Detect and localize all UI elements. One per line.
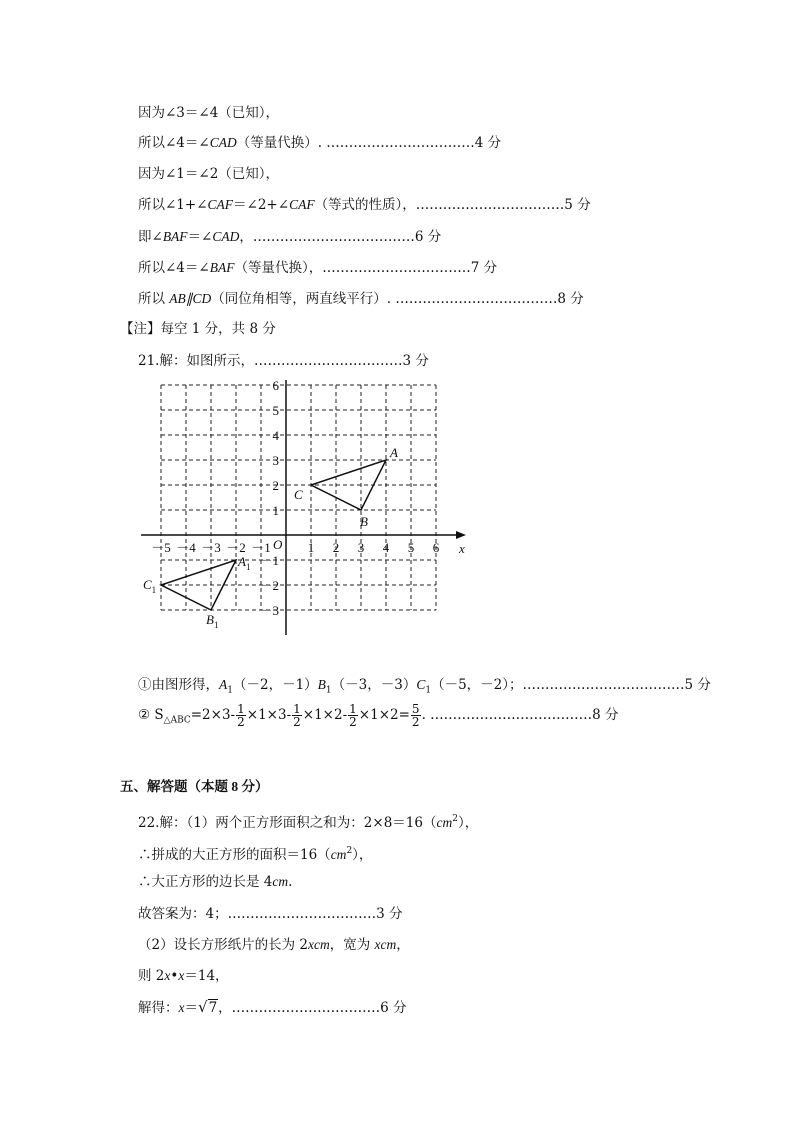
y-tick-label: 1 (272, 503, 279, 518)
origin-label: O (273, 537, 283, 552)
q21-answer-1: ①由图形得，$A_1(-2$，$-1)B_1(-3$，$-3)C_1(-5$，－2）；………………………………5 分 (138, 677, 711, 696)
x-tick-label: －1 (251, 540, 271, 555)
y-tick-label: －2 (259, 578, 279, 593)
label-b: B (360, 514, 368, 529)
x-tick-label: 5 (407, 540, 415, 555)
scoring-note: 【注】每空 1 分，共 8 分 (120, 321, 276, 337)
x-tick-label: 3 (357, 540, 365, 555)
proof-line-7: 所以 AB∥CD（同位角相等，两直线平行）. ………………………………8 分 (138, 291, 584, 307)
q22-line-2: ∴拼成的大正方形的面积$=16(cm^2)$， (138, 846, 373, 863)
x-tick-label: －5 (151, 540, 171, 555)
x-tick-label: 2 (332, 540, 340, 555)
x-axis-label: x (459, 541, 465, 556)
q22-line-7: 解得：x＝√7，……………………………6 分 (138, 998, 407, 1016)
q22-line-1: 22.解：（1）两个正方形面积之和为：$2\times 8=16(cm^2)$， (138, 814, 479, 831)
label-a1: $A_1$ (238, 554, 251, 572)
q22-line-3: ∴大正方形的边长是 4cm. (138, 874, 293, 890)
x-tick-label: －4 (176, 540, 196, 555)
label-c: C (294, 487, 303, 502)
x-tick-label: 6 (432, 540, 440, 555)
y-tick-label: 3 (272, 453, 279, 468)
proof-line-6: 所以∠4＝∠BAF（等量代换），……………………………7 分 (138, 260, 498, 276)
section-5-heading: 五、解答题（本题 8 分） (120, 779, 269, 794)
x-tick-label: －3 (201, 540, 221, 555)
proof-line-4: 所以∠1+∠CAF＝∠2+∠CAF（等式的性质），……………………………5 分 (138, 197, 591, 213)
label-c1: $C_1$ (143, 577, 157, 595)
proof-line-3: 因为∠1＝∠2（已知）， (138, 166, 280, 182)
label-b1: $B_1$ (206, 612, 219, 630)
q22-line-5: （2）设长方形纸片的长为 2xcm，宽为 xcm， (138, 937, 410, 953)
q21-intro: 21.解：如图所示，……………………………3 分 (138, 353, 429, 369)
y-tick-label: 5 (272, 403, 279, 418)
x-axis-arrow (456, 531, 466, 539)
label-a: A (390, 445, 398, 460)
x-tick-label: －2 (226, 540, 246, 555)
y-tick-label: 2 (272, 478, 279, 493)
proof-line-2: 所以∠4＝∠CAD（等量代换）. ……………………………4 分 (138, 135, 502, 151)
x-tick-label: 1 (307, 540, 315, 555)
y-tick-label: －3 (259, 603, 279, 618)
coordinate-graph (130, 380, 470, 665)
q21-answer-2: ② $S_{\triangle ABC}=2\times 3-$ $\frac{1}{2}$ ×1×3- $\frac{1}{2}$ ×1×2- $\frac{1}{2}$ ×1×2= $\frac{5}{2}$ . ………………………………8 分 (138, 702, 619, 729)
proof-line-1: 因为∠3＝∠4（已知）， (138, 105, 280, 121)
tick-labels (151, 380, 465, 618)
y-tick-label: －1 (259, 553, 279, 568)
q22-line-6: 则 2x•x＝14， (138, 968, 229, 984)
x-tick-label: 4 (382, 540, 390, 555)
q22-line-4: 故答案为：4；……………………………3 分 (138, 906, 403, 922)
axes (141, 380, 466, 635)
proof-line-5: 即∠BAF＝∠CAD，………………………………6 分 (138, 229, 442, 245)
y-tick-label: 4 (272, 428, 279, 443)
y-tick-label: 6 (272, 380, 279, 393)
